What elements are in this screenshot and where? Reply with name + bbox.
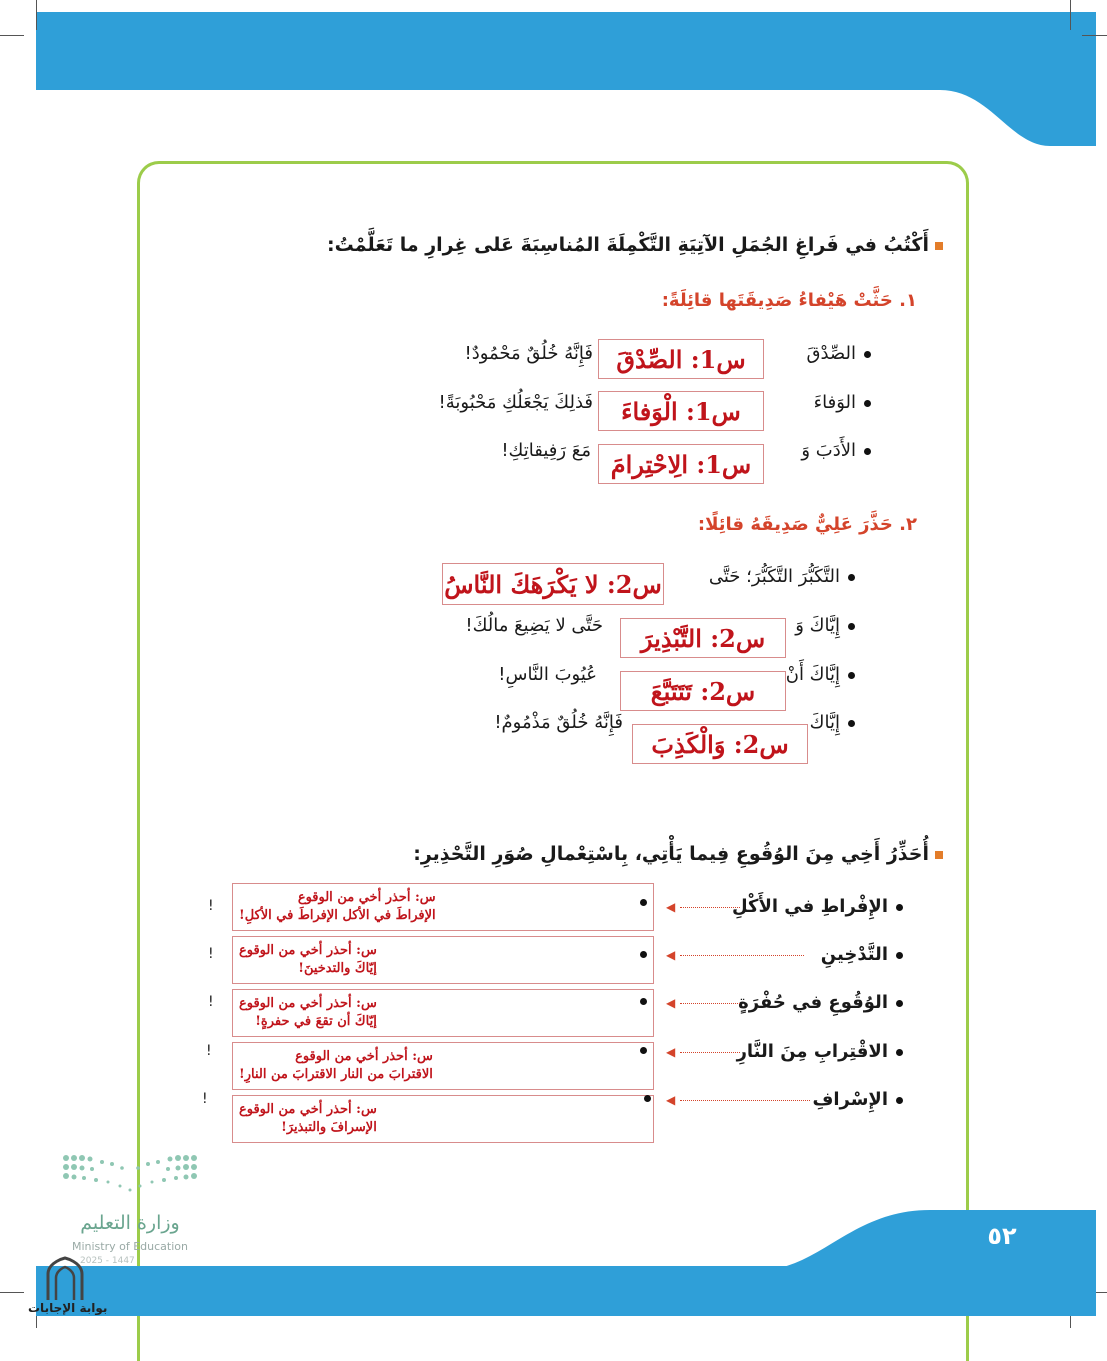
q2-answer-box[interactable]: س2: تَتَتَبَّعَ bbox=[620, 671, 786, 711]
arrow-left-icon: ◀ bbox=[666, 1093, 676, 1107]
q2-item-after: حَتَّى لا يَضِيعَ مالُكَ! bbox=[465, 615, 603, 636]
footer-band bbox=[36, 1266, 1096, 1316]
bullet-dot-icon bbox=[640, 899, 647, 906]
crop-mark bbox=[1082, 35, 1107, 36]
q2-item-before: إِيَّاكَ وَ bbox=[795, 615, 855, 636]
footer-wave bbox=[760, 1210, 1096, 1270]
exclamation-mark: ! bbox=[208, 898, 214, 914]
warning-answer-box[interactable]: س: أحذر أخي من الوقوع الإسرافَ والتبذيرَ! bbox=[232, 1095, 654, 1143]
bullet-dot-icon bbox=[640, 998, 647, 1005]
warning-answer-box[interactable]: س: أحذر أخي من الوقوع الاقترابَ من النار الاقترابَ من النارِ! bbox=[232, 1042, 654, 1090]
bullet-dot-icon bbox=[896, 904, 903, 911]
q2-answer-box[interactable]: س2: التَّبْذِيرَ bbox=[620, 618, 786, 658]
q1-item-after: فَذلِكَ يَجْعَلُكِ مَحْبُوبَةً! bbox=[438, 392, 593, 413]
warning-topic: الإِفْراطِ في الأَكْلِ bbox=[732, 896, 903, 917]
q2-answer-box[interactable]: س2: لا يَكْرَهَكَ النَّاسُ bbox=[442, 563, 664, 605]
dotted-leader bbox=[680, 955, 804, 956]
q2-heading: ٢. حَذَّرَ عَلِيٌّ صَدِيقَهُ قائِلًا: bbox=[697, 514, 917, 535]
crop-mark bbox=[0, 1292, 24, 1293]
q1-item-before: الصِّدْقَ bbox=[806, 343, 871, 364]
q1-answer-box[interactable]: س1: الصِّدْقَ bbox=[598, 339, 764, 379]
bullet-dot-icon bbox=[896, 1049, 903, 1056]
warning-topic: الإِسْرافِ bbox=[812, 1089, 903, 1110]
dotted-leader bbox=[680, 1052, 740, 1053]
warning-answer-box[interactable]: س: أحذر أخي من الوقوع الإفراطَ في الأكل الإفراطَ في الأكلِ! bbox=[232, 883, 654, 931]
q2-answer-box[interactable]: س2: وَالْكَذِبَ bbox=[632, 724, 808, 764]
q1-item-before: الأَدَبَ وَ bbox=[801, 440, 871, 461]
bullet-dot-icon bbox=[896, 1097, 903, 1104]
exclamation-mark: ! bbox=[206, 1043, 212, 1059]
content-frame bbox=[137, 161, 969, 1361]
warning-answer-box[interactable]: س: أحذر أخي من الوقوع إيّاكَ أن تقعَ في حفرةٍ! bbox=[232, 989, 654, 1037]
ministry-name-ar: وزارة التعليم bbox=[80, 1212, 180, 1234]
arrow-left-icon: ◀ bbox=[666, 1045, 676, 1059]
crop-mark bbox=[36, 0, 37, 30]
mosque-arch-icon bbox=[44, 1256, 86, 1300]
q1-item-after: مَعَ رَفِيقاتِكِ! bbox=[501, 440, 591, 461]
edition-year: 2025 - 1447 bbox=[80, 1256, 135, 1266]
portal-watermark: بوابة الإجابات bbox=[28, 1301, 108, 1315]
square-bullet-icon bbox=[935, 242, 943, 250]
exclamation-mark: ! bbox=[208, 994, 214, 1010]
warning-topic: التَّدْخِينِ bbox=[821, 944, 903, 965]
square-bullet-icon bbox=[935, 851, 943, 859]
bullet-dot-icon bbox=[848, 574, 855, 581]
crop-mark bbox=[1070, 0, 1071, 30]
bullet-dot-icon bbox=[848, 672, 855, 679]
arrow-left-icon: ◀ bbox=[666, 948, 676, 962]
bullet-dot-icon bbox=[864, 448, 871, 455]
bullet-dot-icon bbox=[848, 720, 855, 727]
arrow-left-icon: ◀ bbox=[666, 996, 676, 1010]
q1-answer-box[interactable]: س1: الِاحْتِرامَ bbox=[598, 444, 764, 484]
q2-item-after: عُيُوبَ النَّاسِ! bbox=[498, 664, 597, 685]
q1-item-after: فَإِنَّهُ خُلُقٌ مَحْمُودٌ! bbox=[464, 343, 593, 364]
dotted-leader bbox=[680, 1003, 740, 1004]
bullet-dot-icon bbox=[896, 1000, 903, 1007]
warning-topic: الاقْتِرابِ مِنَ النَّارِ bbox=[737, 1041, 903, 1062]
q1-answer-box[interactable]: س1: الْوَفاءَ bbox=[598, 391, 764, 431]
ministry-name-en: Ministry of Education bbox=[71, 1240, 188, 1253]
q1-item-before: الوَفاءَ bbox=[814, 392, 871, 413]
ministry-logo-icon bbox=[62, 1154, 198, 1200]
dotted-leader bbox=[680, 1100, 810, 1101]
bullet-dot-icon bbox=[644, 1095, 651, 1102]
page-number: ٥٢ bbox=[987, 1222, 1017, 1250]
q2-item-before: التَّكَبُّرَ التَّكَبُّرَ؛ حَتَّى bbox=[709, 566, 855, 587]
q2-item-after: فَإِنَّهُ خُلُقٌ مَذْمُومٌ! bbox=[494, 712, 623, 733]
crop-mark bbox=[0, 35, 24, 36]
warning-topic: الوُقُوعِ في حُفْرَةٍ bbox=[738, 992, 903, 1013]
bullet-dot-icon bbox=[864, 351, 871, 358]
arrow-left-icon: ◀ bbox=[666, 900, 676, 914]
bullet-dot-icon bbox=[864, 400, 871, 407]
bullet-dot-icon bbox=[640, 951, 647, 958]
q2-item-before: إِيَّاكَ أَنْ bbox=[786, 664, 855, 685]
header-wave bbox=[900, 12, 1096, 146]
q2-item-before: إِيَّاكَ bbox=[810, 712, 855, 733]
q1-heading: ١. حَثَّتْ هَيْفاءُ صَدِيقَتَها قائِلَةً: bbox=[661, 290, 917, 311]
bullet-dot-icon bbox=[848, 623, 855, 630]
bullet-dot-icon bbox=[896, 952, 903, 959]
dotted-leader bbox=[680, 907, 740, 908]
exclamation-mark: ! bbox=[208, 946, 214, 962]
warning-answer-box[interactable]: س: أحذر أخي من الوقوع إيّاكَ والتدخينَ! bbox=[232, 936, 654, 984]
exercise1-instruction: أَكْتُبُ في فَراغِ الجُمَلِ الآتِيَةِ التَّكْمِلَةَ المُناسِبَةَ عَلى غِرارِ ما تَعَلَّمْتُ: bbox=[327, 234, 943, 256]
exercise2-instruction: أُحَذِّرُ أَخِي مِنَ الوُقُوعِ فِيما يَأْتِي، بِاسْتِعْمالِ صُوَرِ التَّحْذِيرِ: bbox=[413, 843, 943, 865]
bullet-dot-icon bbox=[640, 1047, 647, 1054]
exclamation-mark: ! bbox=[202, 1091, 208, 1107]
